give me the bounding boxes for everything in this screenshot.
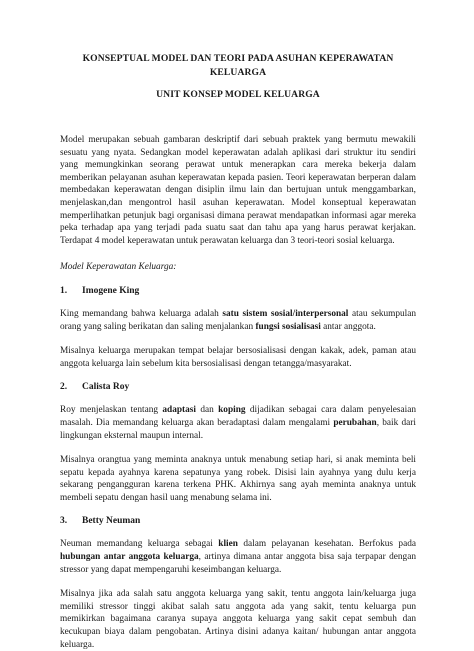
bold-term: satu sistem sosial/interpersonal [222, 308, 349, 319]
section-heading [60, 286, 416, 296]
section-title: Betty Neuman [82, 516, 141, 527]
section-number: 2. [60, 382, 68, 393]
example-paragraph: Misalnya orangtua yang meminta anaknya untuk menabung setiap hari, si anak meminta beli sepatu kepada ayahnya karena sepatunya yang robek. Disisi lain ayahnya yang dulu kerja sekarang pengangguran karena terkena PHK. Akhirnya sang ayah meminta anaknya untuk membeli sepatu dengan hasil uang menabung selama ini. [60, 455, 416, 503]
section-paragraph: Neuman memandang keluarga sebagai klien dalam pelayanan kesehatan. Berfokus pada hubungan antar anggota keluarga, artinya dimana antar anggota bisa saja terpapar dengan stressor yang dapat mempengaruhi keseimbangan keluarga. [60, 539, 416, 575]
bold-term: hubungan antar anggota keluarga [60, 552, 199, 563]
bold-term: klien [218, 539, 238, 550]
bold-term: perubahan [333, 417, 377, 428]
document-subtitle: UNIT KONSEP MODEL KELUARGA [156, 89, 320, 100]
section-calista-roy [60, 382, 416, 504]
section-title: Imogene King [82, 285, 140, 296]
section-betty-neuman [60, 516, 416, 651]
section-imogene-king [60, 286, 416, 370]
example-paragraph: Misalnya keluarga merupakan tempat belajar bersosialisasi dengan kakak, adek, paman atau anggota keluarga lain sebelum kita bersosialisasi dengan tetangga/masyarakat. [60, 346, 416, 369]
section-title: Calista Roy [82, 382, 130, 393]
section-paragraph: Roy menjelaskan tentang adaptasi dan koping dijadikan sebagai cara dalam penyelesaian masalah. Dia memandang keluarga akan beradaptasi dalam mengalami perubahan, baik dari lingkungan eksternal maupun internal. [60, 405, 416, 441]
intro-paragraph: Model merupakan sebuah gambaran deskriptif dari sebuah praktek yang bermutu mewakili sesuatu yang nyata. Sedangkan model keperawatan adalah aplikasi dari struktur itu sendiri yang memungkinkan seorang perawat untuk menerapkan cara mereka bekerja dalam memberikan pelayanan asuhan keperawatan kepada pasien. Teori keperawatan berperan dalam membedakan keperawatan dengan disiplin ilmu lain dan bertujuan untuk menggambarkan, menjelaskan,dan mengontrol hasil asuhan keperawatan. Model konseptual keperawatan memperlihatkan petunjuk bagi organisasi dimana perawat mendapatkan informasi agar mereka peka terhadap apa yang terjadi pada suatu saat dan tahu apa yang harus perawat kerjakan. Terdapat 4 model keperawatan untuk perawatan keluarga dan 3 teori-teori sosial keluarga. [60, 135, 416, 246]
section-paragraph: King memandang bahwa keluarga adalah satu sistem sosial/interpersonal atau sekumpulan orang yang saling berikatan dan saling menjalankan fungsi sosialisasi antar anggota. [60, 308, 416, 332]
section-heading [60, 516, 416, 526]
bold-term: adaptasi [162, 405, 196, 416]
section-number: 3. [60, 516, 68, 527]
section-heading [60, 382, 416, 392]
example-paragraph: Misalnya jika ada salah satu anggota keluarga yang sakit, tentu anggota lain/keluarga juga memiliki stressor tinggi akibat salah satu anggota ada yang sakit, tentu keluarga pun memikirkan bagaimana caranya supaya anggota keluarga yang sakit cepat sembuh dan kecukupan biaya dalam pengobatan. Artinya disini adanya kaitan/ hubungan antar anggota keluarga. [60, 589, 416, 650]
document-title: KONSEPTUAL MODEL DAN TEORI PADA ASUHAN KEPERAWATAN KELUARGA [82, 53, 394, 78]
bold-term: fungsi sosialisasi [255, 321, 321, 332]
section-number: 1. [60, 285, 68, 296]
bold-term: koping [218, 405, 246, 416]
model-heading: Model Keperawatan Keluarga: [60, 262, 177, 273]
